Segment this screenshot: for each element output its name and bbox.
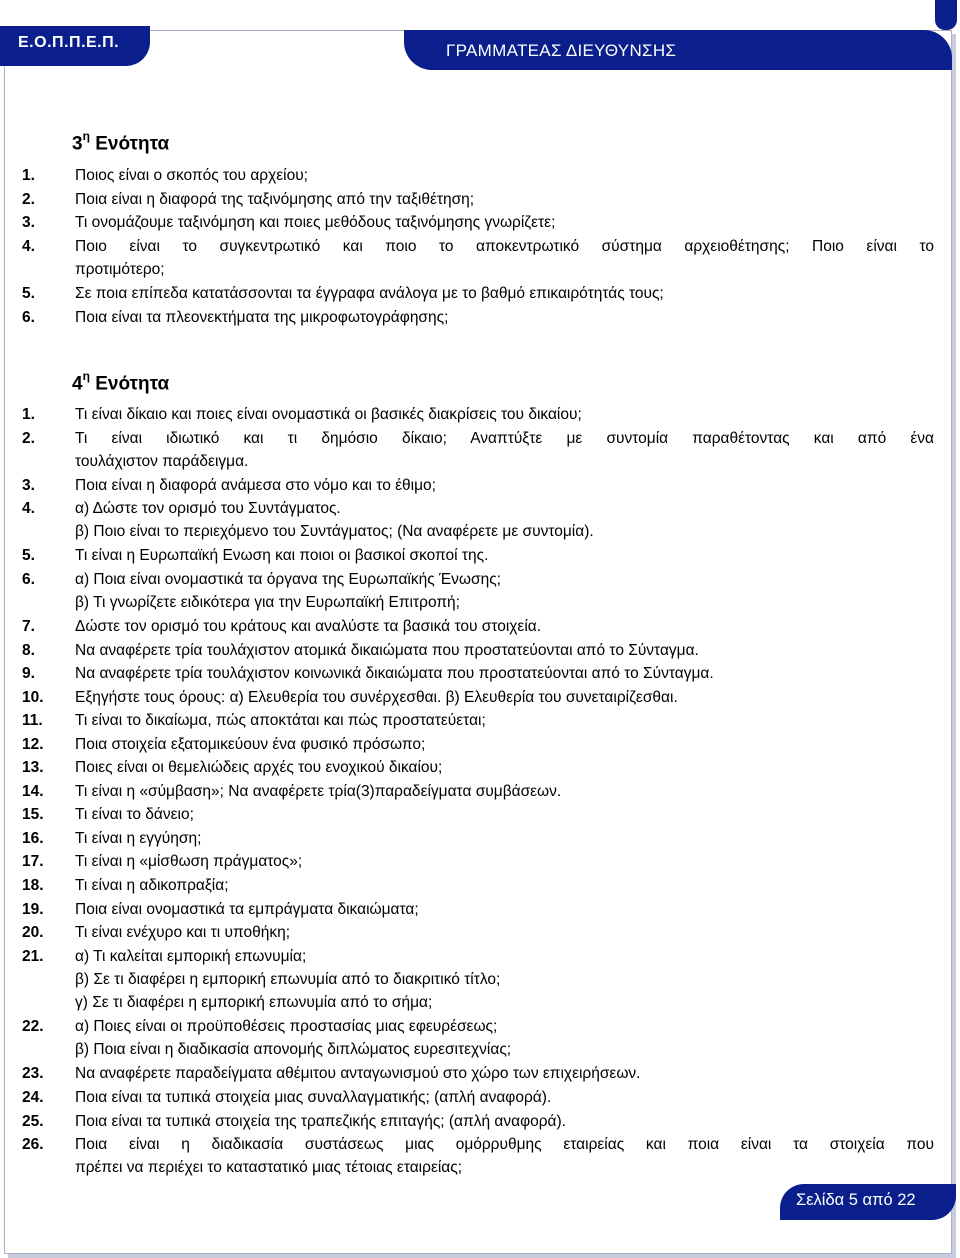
header-title-tab	[404, 30, 952, 70]
item-line: Τι είναι το δάνειο;	[75, 806, 194, 824]
item-text	[75, 403, 934, 426]
item-line: Ποια είναι η διαφορά της ταξινόμησης από την ταξιθέτηση;	[75, 190, 475, 208]
item-line: Τι είναι ενέχυρο και τι υποθήκη;	[75, 924, 291, 942]
item-text	[75, 945, 934, 1014]
item-text	[75, 497, 934, 543]
item-number: 12.	[22, 735, 44, 753]
item-line: Ποιο είναι το συγκεντρωτικό και ποιο το αποκεντρωτικό σύστημα αρχειοθέτησης; Ποιο είναι το	[75, 237, 934, 255]
item-number: 22.	[22, 1018, 44, 1036]
item-text	[75, 164, 934, 187]
item-text	[75, 803, 934, 826]
item-number: 17.	[22, 853, 44, 871]
item-number: 21.	[22, 947, 44, 965]
section-4-number: 4	[72, 373, 83, 395]
item-number: 24.	[22, 1088, 44, 1106]
item-text	[75, 733, 934, 756]
item-continuation-line: β) Ποιο είναι το περιεχόμενο του Συντάγματος; (Να αναφέρετε με συντομία).	[75, 523, 594, 541]
item-continuation-line: προτιμότερο;	[75, 260, 165, 278]
item-continuation-line: β) Ποια είναι η διαδικασία απονομής διπλώματος ευρεσιτεχνίας;	[75, 1041, 512, 1059]
item-number: 1.	[22, 406, 35, 423]
item-number: 25.	[22, 1112, 44, 1130]
item-line: Τι είναι η εγγύηση;	[75, 829, 202, 847]
page-number-tab	[780, 1184, 956, 1220]
item-text	[75, 568, 934, 614]
item-text	[75, 1015, 934, 1061]
page-number: Σελίδα 5 από 22	[796, 1191, 916, 1209]
item-line: Τι ονομάζουμε ταξινόμηση και ποιες μεθόδους ταξινόμησης γνωρίζετε;	[75, 214, 556, 232]
item-continuation-line: γ) Σε τι διαφέρει η εμπορική επωνυμία από το σήμα;	[75, 993, 433, 1011]
item-line: α) Τι καλείται εμπορική επωνυμία;	[75, 947, 307, 965]
item-line: Εξηγήστε τους όρους: α) Ελευθερία του συνέρχεσθαι. β) Ελευθερία του συνεταιρίζεσθαι.	[75, 688, 678, 706]
item-text	[75, 662, 934, 685]
item-text	[75, 850, 934, 873]
item-number: 23.	[22, 1065, 44, 1083]
item-number: 5.	[22, 285, 35, 302]
item-line: Σε ποια επίπεδα κατατάσσονται τα έγγραφα ανάλογα με το βαθμό επικαιρότητάς τους;	[75, 285, 664, 302]
item-number: 3.	[22, 214, 35, 232]
item-number: 3.	[22, 476, 35, 494]
item-text	[75, 639, 934, 662]
item-number: 13.	[22, 759, 44, 777]
item-continuation-line: β) Τι γνωρίζετε ειδικότερα για την Ευρωπαϊκή Επιτροπή;	[75, 593, 460, 611]
item-line: Να αναφέρετε τρία τουλάχιστον ατομικά δικαιώματα που προστατεύονται από το Σύνταγμα.	[75, 641, 699, 659]
item-line: Ποια είναι τα τυπικά στοιχεία μιας συναλλαγματικής; (απλή αναφορά).	[75, 1088, 552, 1106]
item-line: Ποια είναι τα τυπικά στοιχεία της τραπεζικής επιταγής; (απλή αναφορά).	[75, 1112, 566, 1130]
item-number: 11.	[22, 712, 43, 730]
item-continuation-line: πρέπει να περιέχει το καταστατικό μιας τέτοιας εταιρείας;	[75, 1159, 463, 1177]
item-line: Ποια είναι ονομαστικά τα εμπράγματα δικαιώματα;	[75, 900, 419, 918]
item-number: 5.	[22, 547, 35, 565]
item-number: 9.	[22, 665, 35, 683]
section-3-number: 3	[72, 133, 83, 155]
item-number: 20.	[22, 924, 44, 942]
item-number: 4.	[22, 237, 35, 255]
item-line: Ποια είναι τα πλεονεκτήματα της μικροφωτογράφησης;	[75, 308, 449, 326]
item-text	[75, 1133, 934, 1179]
header-org-tab	[0, 26, 150, 66]
section-3-superscript: η	[82, 129, 90, 143]
section-3-title: Ενότητα	[95, 133, 170, 155]
item-number: 8.	[22, 641, 35, 659]
item-text	[75, 874, 934, 897]
item-line: Τι είναι η «σύμβαση»; Να αναφέρετε τρία(3)παραδείγματα συμβάσεων.	[75, 782, 562, 800]
item-text	[75, 827, 934, 850]
item-number: 6.	[22, 570, 35, 588]
item-text	[75, 615, 934, 638]
section-4-heading	[72, 371, 169, 395]
item-number: 26.	[22, 1136, 44, 1154]
item-line: α) Ποιες είναι οι προϋποθέσεις προστασίας μιας εφευρέσεως;	[75, 1018, 498, 1036]
item-number: 15.	[22, 806, 44, 824]
item-number: 10.	[22, 688, 44, 706]
item-text	[75, 188, 934, 211]
item-continuation-line: β) Σε τι διαφέρει η εμπορική επωνυμία από το διακριτικό τίτλο;	[75, 970, 501, 988]
item-number: 14.	[22, 782, 44, 800]
item-number: 2.	[22, 429, 35, 447]
item-number: 7.	[22, 617, 35, 635]
item-text	[75, 756, 934, 779]
item-text	[75, 474, 934, 497]
item-number: 2.	[22, 190, 35, 208]
item-number: 1.	[22, 167, 35, 184]
item-number: 18.	[22, 877, 44, 894]
item-line: Τι είναι ιδιωτικό και τι δημόσιο δίκαιο; Αναπτύξτε με συντομία παραθέτοντας και από ένα	[75, 429, 934, 447]
item-text	[75, 686, 934, 709]
item-continuation-line: τουλάχιστον παράδειγμα.	[75, 452, 249, 470]
item-text	[75, 1062, 934, 1085]
item-text	[75, 306, 934, 329]
item-number: 6.	[22, 308, 35, 326]
item-text	[75, 211, 934, 234]
item-text	[75, 282, 934, 305]
item-text	[75, 921, 934, 944]
item-text	[75, 544, 934, 567]
item-line: α) Δώστε τον ορισμό του Συντάγματος.	[75, 500, 341, 518]
item-text	[75, 427, 934, 473]
item-line: Τι είναι η αδικοπραξία;	[75, 877, 229, 894]
header-title: ΓΡΑΜΜΑΤΕΑΣ ΔΙΕΥΘΥΝΣΗΣ	[446, 41, 677, 60]
item-line: Ποιος είναι ο σκοπός του αρχείου;	[75, 167, 308, 184]
item-line: Να αναφέρετε παραδείγματα αθέμιτου ανταγωνισμού στο χώρο των επιχειρήσεων.	[75, 1065, 641, 1083]
item-line: Τι είναι δίκαιο και ποιες είναι ονομαστικά οι βασικές διακρίσεις του δικαίου;	[75, 406, 582, 423]
item-text	[75, 1086, 934, 1109]
item-line: Τι είναι η Ευρωπαϊκή Ενωση και ποιοι οι βασικοί σκοποί της.	[75, 547, 489, 565]
header-corner-tab	[935, 0, 957, 30]
item-number: 4.	[22, 500, 35, 518]
section-4-title: Ενότητα	[95, 373, 170, 395]
item-line: α) Ποια είναι ονομαστικά τα όργανα της Ευρωπαϊκής Ένωσης;	[75, 570, 501, 588]
item-text	[75, 898, 934, 921]
item-line: Τι είναι η «μίσθωση πράγματος»;	[75, 853, 303, 871]
item-number: 16.	[22, 829, 44, 847]
item-line: Ποια στοιχεία εξατομικεύουν ένα φυσικό πρόσωπο;	[75, 735, 426, 753]
item-number: 19.	[22, 900, 44, 918]
header-org: Ε.Ο.Π.Π.Ε.Π.	[18, 34, 120, 51]
item-text	[75, 780, 934, 803]
item-line: Τι είναι το δικαίωμα, πώς αποκτάται και πώς προστατεύεται;	[75, 712, 486, 730]
section-3-heading	[72, 131, 169, 155]
item-line: Ποιες είναι οι θεμελιώδεις αρχές του ενοχικού δικαίου;	[75, 759, 443, 777]
item-line: Ποια είναι η διαδικασία συστάσεως μιας ομόρρυθμης εταιρείας και ποια είναι τα στοιχεία που	[75, 1136, 934, 1154]
item-text	[75, 235, 934, 281]
item-line: Ποια είναι η διαφορά ανάμεσα στο νόμο και το έθιμο;	[75, 476, 436, 494]
item-line: Δώστε τον ορισμό του κράτους και αναλύστε τα βασικά του στοιχεία.	[75, 617, 542, 635]
item-text	[75, 709, 934, 732]
item-text	[75, 1110, 934, 1133]
item-line: Να αναφέρετε τρία τουλάχιστον κοινωνικά δικαιώματα που προστατεύονται από το Σύνταγμα.	[75, 665, 714, 683]
section-4-superscript: η	[82, 369, 90, 383]
